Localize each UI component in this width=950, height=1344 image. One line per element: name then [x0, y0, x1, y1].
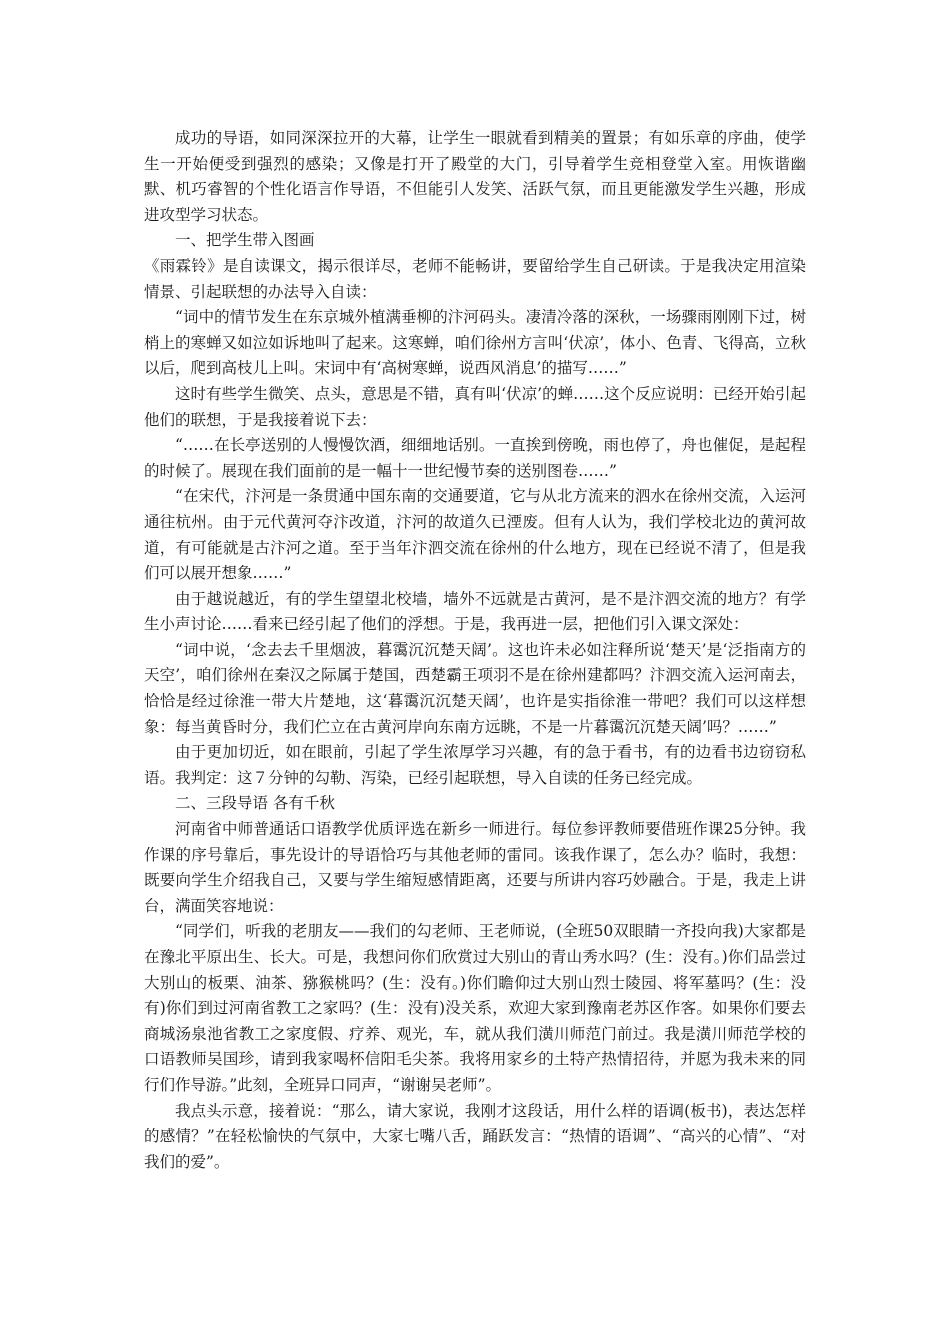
paragraph-quote: “词中说，‘念去去千里烟波，暮霭沉沉楚天阔’。这也许未必如注释所说‘楚天’是‘泛指南方的天空’，咱们徐州在秦汉之际属于楚国，西楚霸王项羽不是在徐州建都吗？汴泗交流入运河南去，恰恰是经过徐淮一带大片楚地，这‘暮霭沉沉楚天阔’，也许是实指徐淮一带吧？我们可以这样想象：每当黄昏时分，我们伫立在古黄河岸向东南方远眺，不是一片暮霭沉沉楚天阔’吗？……”	[144, 640, 806, 736]
paragraph-quote: “……在长亭送别的人慢慢饮酒，细细地话别。一直挨到傍晚，雨也停了，舟也催促，是起程的时候了。展现在我们面前的是一幅十一世纪慢节奏的送别图卷……”	[144, 436, 806, 480]
paragraph-quote: “同学们，听我的老朋友——我们的勾老师、王老师说，(全班50双眼睛一齐投向我)大家都是在豫北平原出生、长大。可是，我想问你们欣赏过大别山的青山秀水吗？(生：没有。)你们品尝过大别山的板栗、油茶、猕猴桃吗？(生：没有。)你们瞻仰过大别山烈士陵园、将军墓吗？(生：没有)你们到过河南省教工之家吗？(生：没有)没关系，欢迎大家到豫南老苏区作客。如果你们要去商城汤泉池省教工之家度假、疗养、观光，车，就从我们潢川师范门前过。我是潢川师范学校的口语教师吴国珍，请到我家喝杯信阳毛尖茶。我将用家乡的土特产热情招待，并愿为我未来的同行们作导游。”此刻，全班异口同声，“谢谢吴老师”。	[144, 922, 806, 1094]
paragraph-quote: “词中的情节发生在东京城外植满垂柳的汴河码头。凄清冷落的深秋，一场骤雨刚刚下过，树梢上的寒蝉又如泣如诉地叫了起来。这寒蝉，咱们徐州方言叫‘伏凉’，体小、色青、飞得高，立秋以后，爬到高枝儿上叫。宋词中有‘高树寒蝉，说西风消息’的描写……”	[144, 308, 806, 378]
paragraph: 由于越说越近，有的学生望望北校墙，墙外不远就是古黄河，是不是汴泗交流的地方？有学生小声讨论……看来已经引起了他们的浮想。于是，我再进一层，把他们引入课文深处：	[144, 589, 806, 634]
section-heading-1: 一、把学生带入图画	[175, 231, 315, 250]
section-heading-2: 二、三段导语 各有千秋	[175, 794, 335, 813]
paragraph-quote: “在宋代，汴河是一条贯通中国东南的交通要道，它与从北方流来的泗水在徐州交流，入运河通往杭州。由于元代黄河夺汴改道，汴河的故道久已湮废。但有人认为，我们学校北边的黄河故道，有可能就是古汴河之道。至于当年汴泗交流在徐州的什么地方，现在已经说不清了，但是我们可以展开想象……”	[144, 487, 806, 583]
paragraph: 我点头示意，接着说：“那么，请大家说，我刚才这段话，用什么样的语调(板书)，表达怎样的感情？”在轻松愉快的气氛中，大家七嘴八舌，踊跃发言：“热情的语调”、“高兴的心情”、“对我们的爱”。	[144, 1101, 806, 1171]
paragraph: 这时有些学生微笑、点头，意思是不错，真有叫‘伏凉’的蝉……这个反应说明：已经开始引起他们的联想，于是我接着说下去：	[144, 384, 806, 429]
paragraph: 河南省中师普通话口语教学优质评选在新乡一师进行。每位参评教师要借班作课25分钟。我作课的序号靠后，事先设计的导语恰巧与其他老师的雷同。该我作课了，怎么办？临时，我想：既要向学生介绍我自己，又要与学生缩短感情距离，还要与所讲内容巧妙融合。于是，我走上讲台，满面笑容地说：	[144, 820, 806, 915]
paragraph: 《雨霖铃》是自读课文，揭示很详尽，老师不能畅讲，要留给学生自己研读。于是我决定用渲染情景、引起联想的办法导入自读：	[144, 256, 806, 301]
paragraph: 由于更加切近，如在眼前，引起了学生浓厚学习兴趣，有的急于看书，有的边看书边窃窃私语。我判定：这７分钟的勾勒、泻染，已经引起联想，导入自读的任务已经完成。	[144, 743, 806, 787]
paragraph-intro: 成功的导语，如同深深拉开的大幕，让学生一眼就看到精美的置景；有如乐章的序曲，使学生一开始便受到强烈的感染；又像是打开了殿堂的大门，引导着学生竞相登堂入室。用恢谐幽默、机巧睿智的个性化语言作导语，不但能引人发笑、活跃气氛，而且更能激发学生兴趣，形成进攻型学习状态。	[144, 129, 806, 224]
